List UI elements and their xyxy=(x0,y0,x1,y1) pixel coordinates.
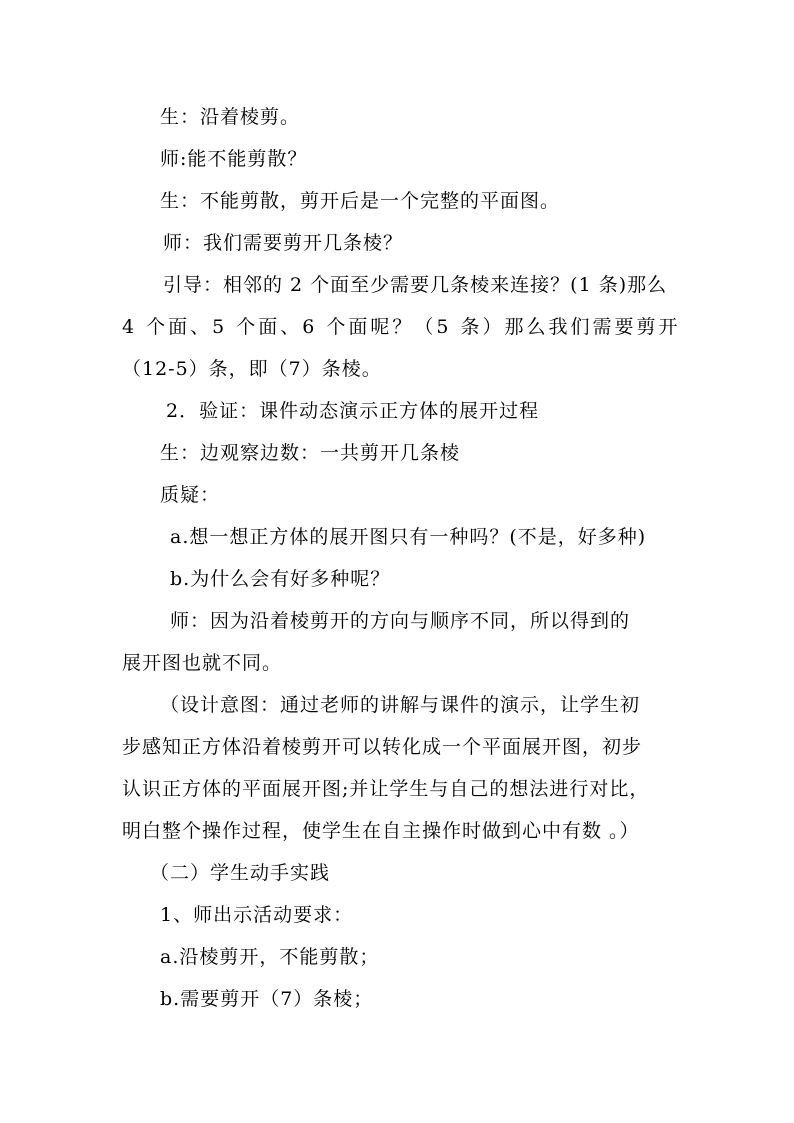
text-line: 生：沿着棱剪。 xyxy=(160,106,301,128)
text-line: a.想一想正方体的展开图只有一种吗？(不是，好多种) xyxy=(170,526,647,548)
text-line: （设计意图：通过老师的讲解与课件的演示，让学生初 xyxy=(160,694,641,716)
text-line: 步感知正方体沿着棱剪开可以转化成一个平面展开图，初步 xyxy=(122,736,643,758)
text-line: b.需要剪开（7）条棱； xyxy=(160,988,374,1010)
text-line: 认识正方体的平面展开图;并让学生与自己的想法进行对比， xyxy=(122,778,650,800)
text-line: a.沿棱剪开，不能剪散； xyxy=(160,946,380,968)
text-line: （二）学生动手实践 xyxy=(150,862,331,884)
text-line: 师：因为沿着棱剪开的方向与顺序不同，所以得到的 xyxy=(170,610,631,632)
text-line: 4 个面、5 个面、6 个面呢？（5 条）那么我们需要剪开 xyxy=(122,316,681,338)
text-line: 生：不能剪散，剪开后是一个完整的平面图。 xyxy=(160,190,561,212)
text-line: （12-5）条，即（7）条棱。 xyxy=(122,358,382,380)
text-line: 1、师出示活动要求： xyxy=(160,904,354,926)
text-line: 2．验证：课件动态演示正方体的展开过程 xyxy=(166,400,540,422)
text-line: 引导：相邻的 2 个面至少需要几条棱来连接？(1 条)那么 xyxy=(163,274,668,296)
text-line: 师：我们需要剪开几条棱？ xyxy=(163,232,404,254)
text-line: 展开图也就不同。 xyxy=(122,652,283,674)
text-line: b.为什么会有好多种呢？ xyxy=(170,568,391,590)
text-line: 师:能不能剪散？ xyxy=(160,148,308,170)
text-line: 明白整个操作过程，使学生在自主操作时做到心中有数 。） xyxy=(122,820,640,842)
text-line: 生：边观察边数：一共剪开几条棱 xyxy=(160,442,461,464)
text-line: 质疑： xyxy=(160,484,221,506)
